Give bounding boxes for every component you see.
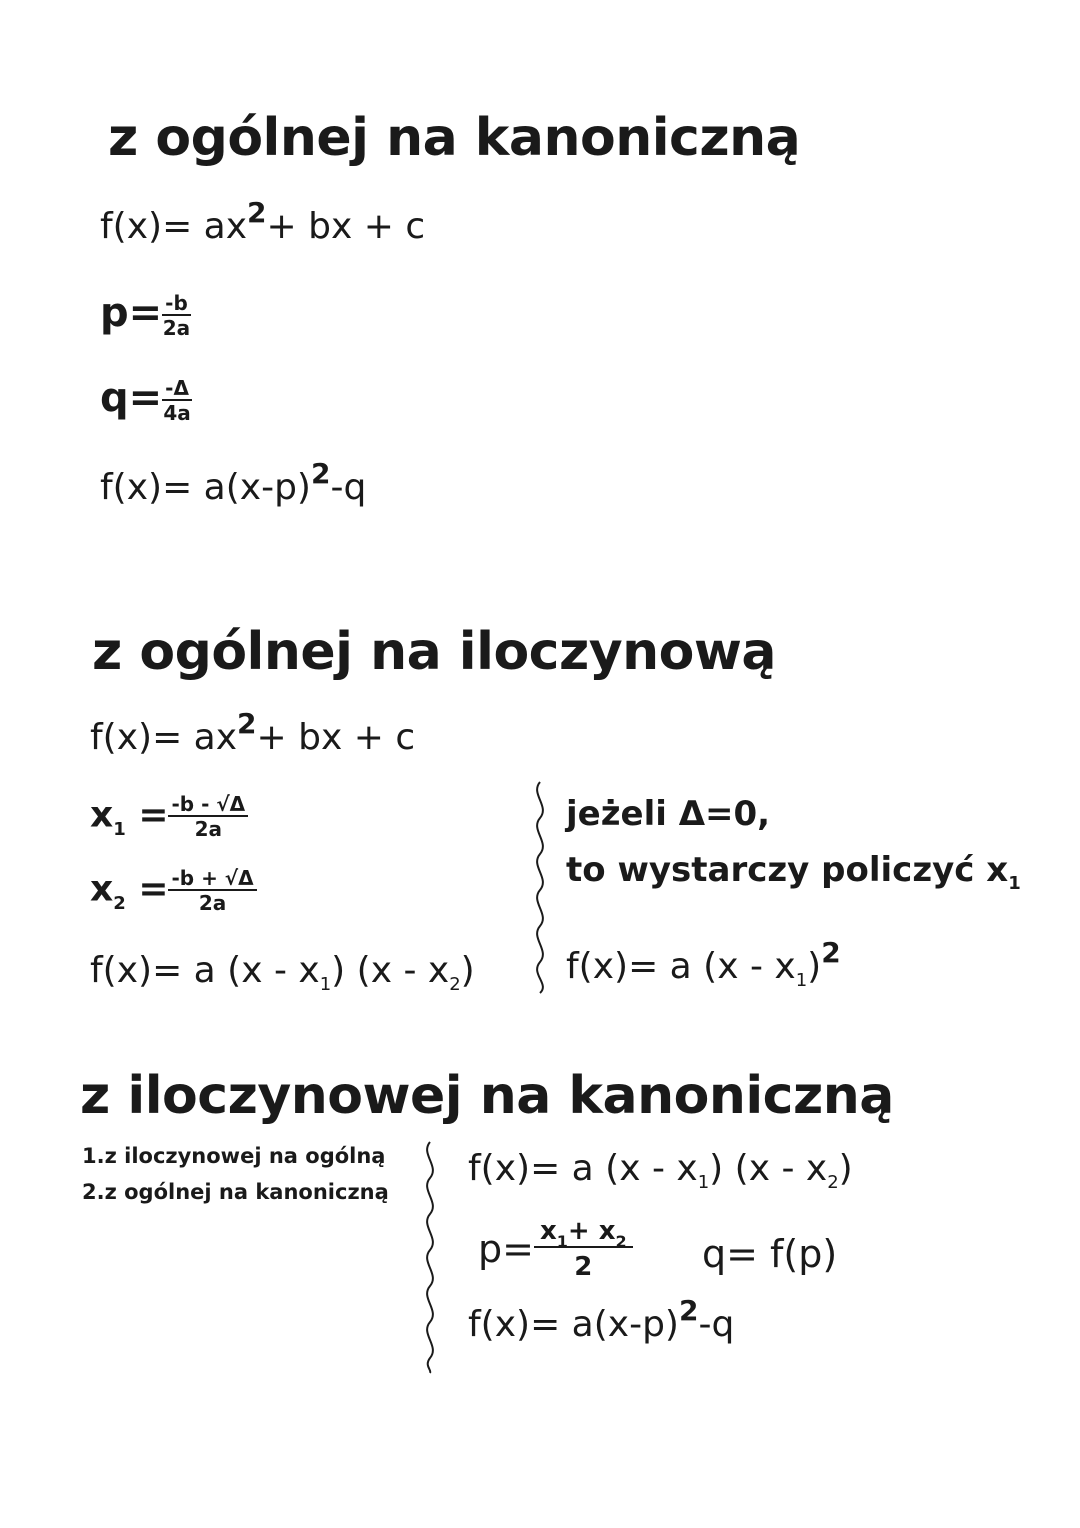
- delta-zero-note-line2: to wystarczy policzyć $x_1$: [566, 850, 1021, 894]
- section3-canonical-form: $f(x)= a(x-p)^2-q$: [468, 1294, 735, 1345]
- double-root-formula: f(x)= a $(x - x_1)^2$: [566, 936, 841, 991]
- section3-title: z iloczynowej na kanoniczną: [80, 1066, 894, 1126]
- section2-general-form: $f(x)= ax^2+$ bx + c: [90, 707, 416, 758]
- section2-title: z ogólnej na iloczynową: [92, 622, 777, 682]
- section1-q-formula: q= $\frac{-\Delta}{4a}$: [100, 375, 191, 425]
- conversion-steps: [82, 1138, 389, 1210]
- step-1: 1.z iloczynowej na ogólną: [82, 1144, 386, 1168]
- section1-title: z ogólnej na kanoniczną: [108, 108, 801, 168]
- section3-p-formula: p= $\frac{x_1+ x_2}{2}$: [478, 1218, 633, 1280]
- x1-formula: $x_1$ = $\frac{-b - √\Delta}{2a}$: [90, 794, 248, 839]
- section3-product-form: f(x)= a $(x - x_1)$ $(x - x_2)$: [468, 1148, 853, 1193]
- wavy-brace-1: [528, 780, 552, 995]
- section3-q-formula: q= f(p): [702, 1232, 838, 1276]
- step-2: 2.z ogólnej na kanoniczną: [82, 1180, 389, 1204]
- section2-product-form: f(x)= a $(x - x_1)$ $(x - x_2)$: [90, 950, 475, 995]
- section1-p-formula: p= $\frac{-b}{2a}$: [100, 290, 191, 340]
- section1-canonical-form: $f(x)= a(x-p)^2-q$: [100, 457, 367, 508]
- section1-general-form: $f(x)= ax^2+$ bx + c: [100, 196, 426, 247]
- wavy-brace-2: [418, 1140, 442, 1375]
- delta-zero-note: jeżeli Δ=0,: [566, 794, 771, 834]
- x2-formula: $x_2$ = $\frac{-b + √\Delta}{2a}$: [90, 868, 257, 913]
